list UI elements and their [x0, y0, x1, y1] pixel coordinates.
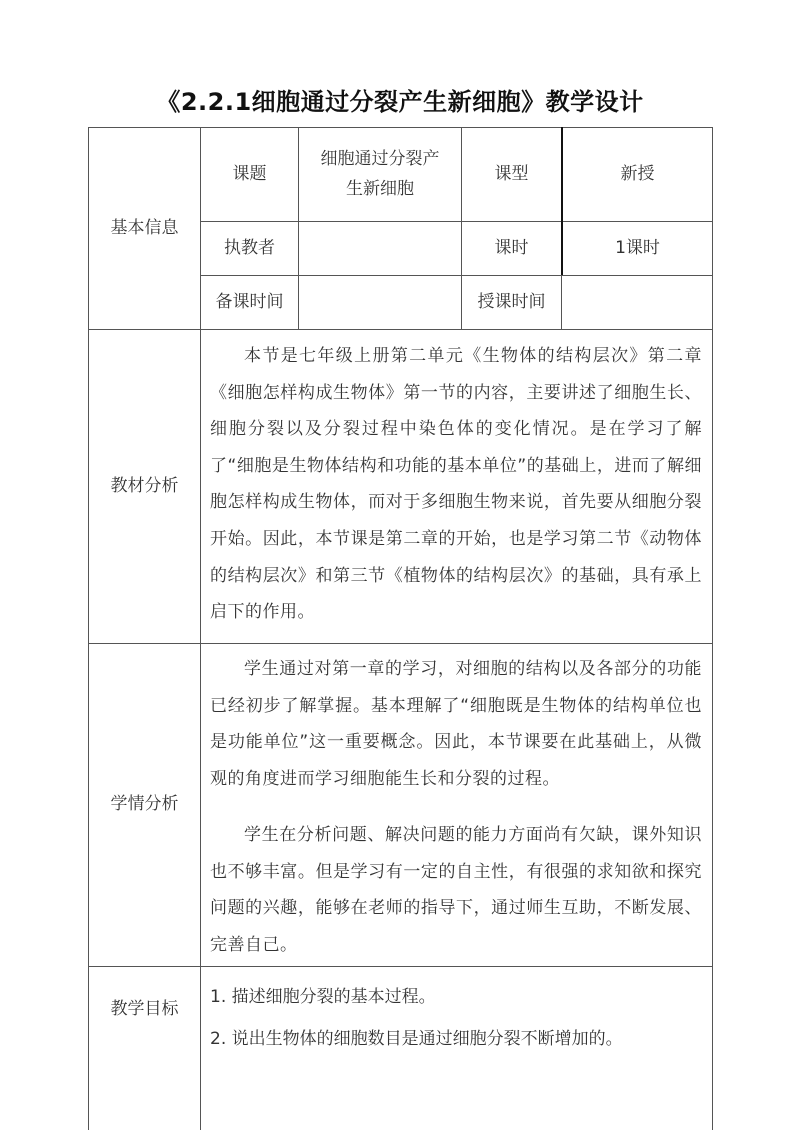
section-label-basic-info: 基本信息 [110, 217, 179, 238]
hours-label: 课时 [494, 237, 529, 258]
prep-time-label: 备课时间 [215, 291, 284, 312]
goal-item: 1. 描述细胞分裂的基本过程。 [210, 987, 436, 1007]
table-right-border [712, 127, 713, 1130]
section-label-student-analysis: 学情分析 [110, 794, 179, 815]
student-analysis-paragraph: 学生在分析问题、解决问题的能力方面尚有欠缺，课外知识也不够丰富。但是学习有一定的自主性，有很强的求知欲和探究问题的兴趣，能够在老师的指导下，通过师生互助，不断发展、完善自己。 [210, 825, 702, 955]
goal-item: 2. 说出生物体的细胞数目是通过细胞分裂不断增加的。 [210, 1029, 623, 1049]
page-title: 《2.2.1细胞通过分裂产生新细胞》教学设计 [156, 88, 644, 116]
topic-value [299, 128, 461, 221]
section-label-teaching-goals: 教学目标 [110, 999, 179, 1020]
hours-value: 1课时 [615, 237, 660, 258]
textbook-analysis-text: 本节是七年级上册第二单元《生物体的结构层次》第二章《细胞怎样构成生物体》第一节的内容，主要讲述了细胞生长、细胞分裂以及分裂过程中染色体的变化情况。是在学习了解了“细胞是生物体结构和功能的基本单位”的基础上，进而了解细胞怎样构成生物体，而对于多细胞生物来说，首先要从细胞分裂开始。因此，本节课是第二章的开始，也是学习第二节《动物体的结构层次》和第三节《植物体的结构层次》的基础，具有承上启下的作用。 [210, 346, 702, 623]
teacher-label: 执教者 [224, 237, 275, 258]
topic-value-line: 细胞通过分裂产 [320, 148, 440, 169]
class-time-value [563, 276, 712, 329]
topic-value-line: 生新细胞 [346, 178, 414, 199]
topic-label: 课题 [232, 163, 267, 184]
prep-time-value [299, 276, 461, 329]
type-label: 课型 [494, 163, 529, 184]
type-value: 新授 [620, 163, 655, 184]
teacher-value [299, 222, 461, 275]
class-time-label: 授课时间 [477, 291, 546, 312]
info-column-divider [561, 275, 562, 329]
student-analysis-paragraph: 学生通过对第一章的学习，对细胞的结构以及各部分的功能已经初步了解掌握。基本理解了“细胞既是生物体的结构单位也是功能单位”这一重要概念。因此，本节课要在此基础上，从微观的角度进而学习细胞能生长和分裂的过程。 [210, 659, 702, 789]
section-label-textbook-analysis: 教材分析 [110, 475, 179, 496]
